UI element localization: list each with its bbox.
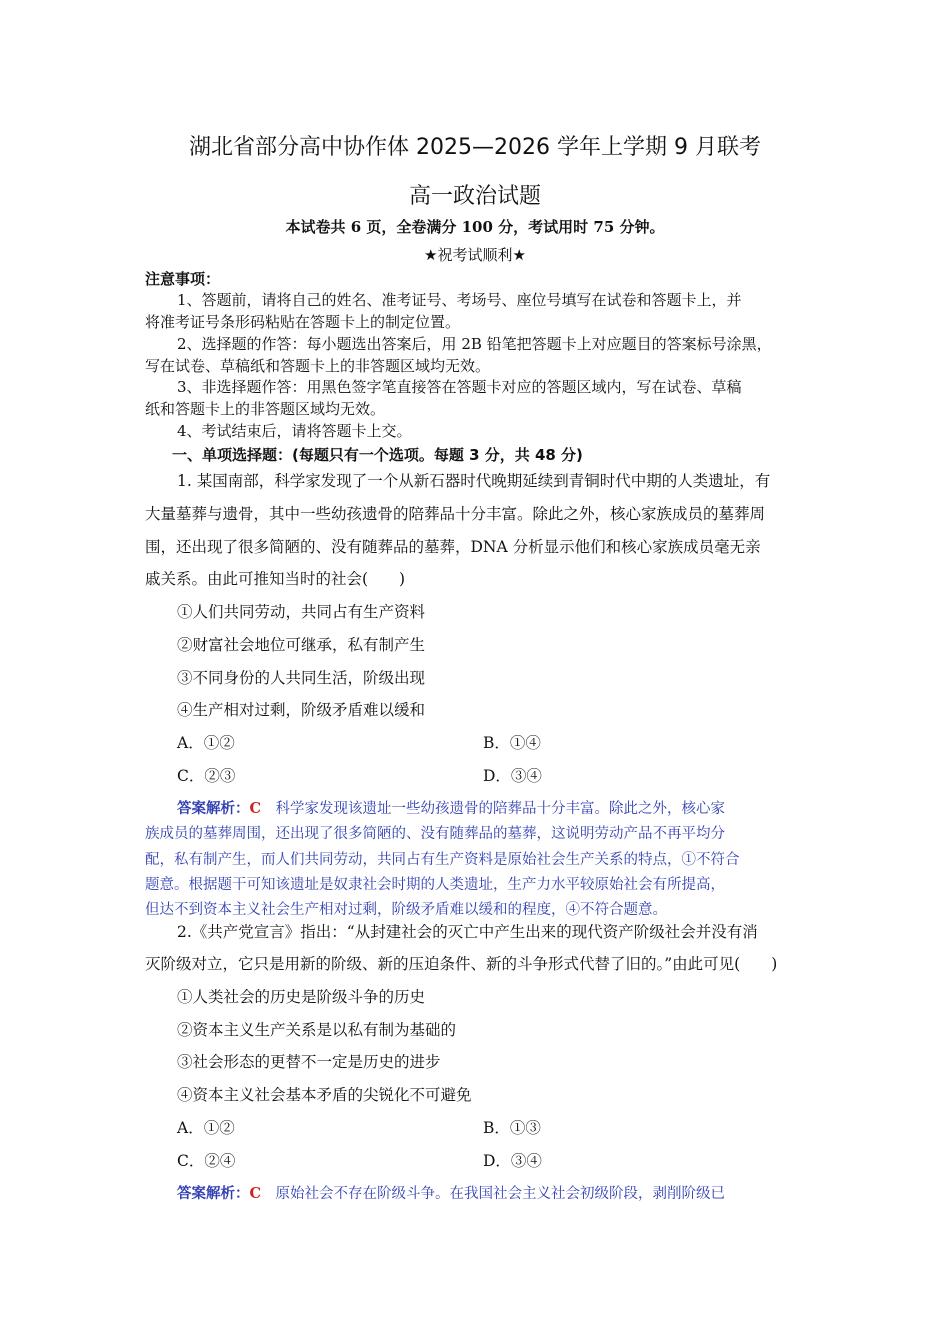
q2-statement-4: ④资本主义社会基本矛盾的尖锐化不可避免 [177, 1086, 472, 1104]
q2-answer-label: 答案解析： [177, 1185, 250, 1202]
notice-item-2-line-1: 2、选择题的作答：每小题选出答案后，用 2B 铅笔把答题卡上对应题目的答案标号涂黑， [177, 335, 772, 353]
q1-stem-line-4: 戚关系。由此可推知当时的社会( ) [145, 570, 406, 588]
q1-answer-label: 答案解析： [177, 800, 250, 817]
q1-option-b: B．①④ [483, 734, 541, 752]
q1-option-d: D．③④ [483, 767, 542, 785]
q1-stem-line-1: 1. 某国南部，科学家发现了一个从新石器时代晚期延续到青铜时代中期的人类遗址，有 [177, 472, 771, 490]
q2-option-b: B．①③ [483, 1119, 541, 1137]
q1-explanation-1: 科学家发现该遗址一些幼孩遗骨的陪葬品十分丰富。除此之外，核心家 [261, 801, 726, 817]
q1-explanation-2: 族成员的墓葬周围，还出现了很多简陋的、没有随葬品的墓葬，这说明劳动产品不再平均分 [145, 826, 725, 842]
q1-statement-4: ④生产相对过剩，阶级矛盾难以缓和 [177, 701, 426, 719]
q2-stem-line-2: 灭阶级对立，它只是用新的阶级、新的压迫条件、新的斗争形式代替了旧的。”由此可见( ) [145, 955, 778, 973]
q2-option-a: A．①② [177, 1119, 235, 1137]
q1-statement-1: ①人们共同劳动，共同占有生产资料 [177, 603, 426, 621]
q1-option-a: A．①② [177, 734, 235, 752]
q1-stem-line-2: 大量墓葬与遗骨，其中一些幼孩遗骨的陪葬品十分丰富。除此之外，核心家族成员的墓葬周 [145, 505, 766, 523]
q1-option-c: C．②③ [177, 767, 236, 785]
section-heading: 一、单项选择题：(每题只有一个选项。每题 3 分，共 48 分) [172, 446, 583, 464]
q2-answer-letter: C [249, 1185, 262, 1202]
notice-item-1-line-2: 将准考证号条形码粘贴在答题卡上的制定位置。 [145, 313, 461, 331]
q1-answer-letter: C [249, 800, 262, 817]
q2-option-c: C．②④ [177, 1152, 236, 1170]
notice-item-3-line-2: 纸和答题卡上的非答题区域均无效。 [145, 400, 386, 418]
q2-answer-line-1 [177, 1182, 725, 1203]
q1-explanation-5: 但达不到资本主义社会生产相对过剩，阶级矛盾难以缓和的程度，④不符合题意。 [145, 902, 667, 918]
exam-wish: ★祝考试顺利★ [424, 246, 526, 264]
notice-item-2-line-2: 写在试卷、草稿纸和答题卡上的非答题区域均无效。 [145, 357, 491, 375]
notice-item-3-line-1: 3、非选择题作答：用黑色签字笔直接答在答题卡对应的答题区域内，写在试卷、草稿 [177, 378, 742, 396]
q2-statement-1: ①人类社会的历史是阶级斗争的历史 [177, 988, 426, 1006]
notice-item-1-line-1: 1、答题前，请将自己的姓名、准考证号、考场号、座位号填写在试卷和答题卡上，并 [177, 291, 742, 309]
q2-option-d: D．③④ [483, 1152, 542, 1170]
q1-explanation-4: 题意。根据题干可知该遗址是奴隶社会时期的人类遗址，生产力水平较原始社会有所提高， [145, 877, 725, 893]
q2-explanation-1: 原始社会不存在阶级斗争。在我国社会主义社会初级阶段，剥削阶级已 [261, 1186, 726, 1202]
q1-explanation-3: 配，私有制产生，而人们共同劳动，共同占有生产资料是原始社会生产关系的特点，①不符合 [145, 852, 740, 868]
exam-info: 本试卷共 6 页，全卷满分 100 分，考试用时 75 分钟。 [285, 218, 665, 236]
notice-item-4-line-1: 4、考试结束后，请将答题卡上交。 [177, 422, 412, 440]
q2-statement-3: ③社会形态的更替不一定是历史的进步 [177, 1053, 441, 1071]
q1-statement-2: ②财富社会地位可继承，私有制产生 [177, 636, 426, 654]
q2-stem-line-1: 2.《共产党宣言》指出：“从封建社会的灭亡中产生出来的现代资产阶级社会并没有消 [177, 923, 758, 941]
q2-statement-2: ②资本主义生产关系是以私有制为基础的 [177, 1021, 457, 1039]
q1-stem-line-3: 围，还出现了很多简陋的、没有随葬品的墓葬，DNA 分析显示他们和核心家族成员毫无亲 [145, 538, 761, 556]
exam-title: 湖北省部分高中协作体 2025—2026 学年上学期 9 月联考 [189, 135, 761, 160]
exam-subtitle: 高一政治试题 [408, 184, 541, 209]
notice-heading: 注意事项： [145, 270, 221, 288]
q1-answer-line-1 [177, 797, 725, 818]
q1-statement-3: ③不同身份的人共同生活，阶级出现 [177, 669, 426, 687]
